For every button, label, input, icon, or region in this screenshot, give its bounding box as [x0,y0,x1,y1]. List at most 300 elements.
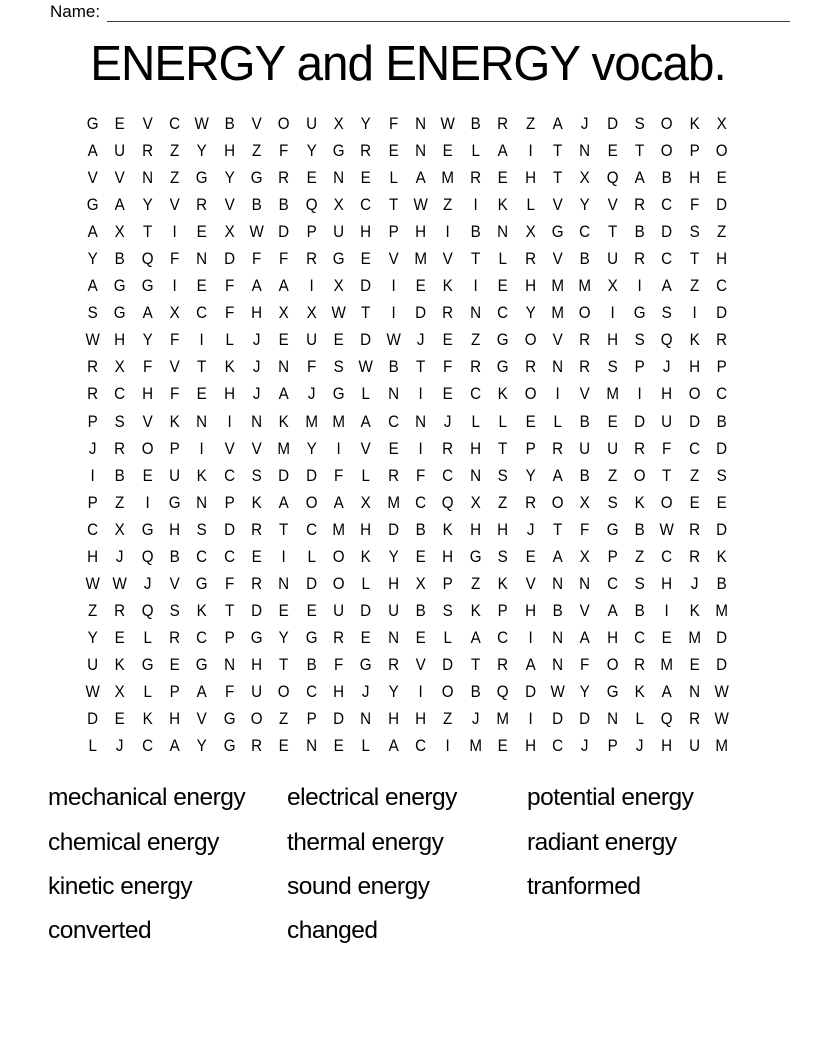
grid-cell: J [526,520,534,539]
grid-cell: F [279,142,289,161]
grid-cell: H [497,520,509,539]
grid-cell: A [87,223,98,242]
grid-cell: Y [87,250,98,269]
grid-cell: L [471,412,480,431]
grid-cell: C [387,412,399,431]
grid-cell: I [227,412,232,431]
grid-cell: D [360,331,372,350]
grid-cell: E [196,223,208,242]
grid-cell: A [279,385,290,404]
grid-cell: D [223,250,235,269]
grid-cell: R [169,628,181,647]
grid-cell: Z [525,115,535,134]
grid-cell: D [634,412,646,431]
grid-cell: Z [170,142,180,161]
grid-cell: A [114,196,126,215]
grid-cell: C [579,223,591,242]
grid-cell: H [360,223,372,242]
grid-cell: T [498,439,508,458]
grid-cell: X [716,115,727,134]
grid-cell: B [579,466,590,485]
grid-cell: G [606,520,619,539]
grid-cell: Q [606,169,619,188]
grid-cell: K [497,196,508,215]
grid-cell: D [716,196,728,215]
grid-cell: V [388,250,399,269]
grid-cell: G [551,223,564,242]
grid-cell: E [443,385,454,404]
grid-cell: H [251,655,263,674]
grid-cell: B [470,683,481,701]
grid-cell: O [715,142,728,161]
grid-cell: F [224,574,235,593]
grid-cell: E [361,250,372,269]
grid-cell: X [579,547,590,566]
grid-cell: B [470,115,481,134]
grid-cell: B [661,169,672,188]
grid-cell: I [336,439,341,458]
grid-cell: W [714,683,729,701]
grid-cell: T [470,655,481,674]
grid-cell: X [361,493,372,512]
grid-cell: H [333,683,345,701]
grid-cell: V [443,250,454,269]
grid-cell: K [497,385,508,404]
grid-cell: I [528,710,533,729]
grid-cell: I [473,196,478,215]
grid-cell: E [607,142,618,161]
grid-cell: H [169,520,181,539]
grid-cell: D [524,683,536,701]
grid-cell: I [692,304,697,323]
grid-cell: J [362,683,370,701]
grid-cell: L [389,169,398,188]
grid-cell: E [114,710,126,729]
grid-cell: R [634,439,646,458]
grid-cell: U [387,601,399,620]
grid-cell: X [333,277,344,296]
grid-cell: E [497,277,508,296]
grid-cell: E [388,142,399,161]
grid-cell: P [169,683,180,701]
grid-cell: B [114,250,126,269]
grid-cell: G [114,304,126,323]
grid-cell: D [688,412,700,431]
grid-cell: J [581,737,589,756]
grid-cell: G [305,628,318,647]
grid-cell: H [524,601,536,620]
grid-cell: N [141,169,153,188]
grid-cell: D [360,277,372,296]
grid-cell: Y [87,628,98,647]
grid-cell: I [528,142,533,161]
grid-cell: R [688,710,700,729]
grid-cell: D [606,115,618,134]
grid-cell: N [688,683,700,701]
grid-cell: S [634,574,645,593]
grid-cell: C [87,520,99,539]
grid-cell: C [415,493,427,512]
grid-cell: R [442,304,454,323]
grid-cell: K [224,358,235,377]
grid-cell: B [579,412,590,431]
grid-cell: Y [306,439,317,458]
grid-cell: K [142,710,153,729]
grid-cell: L [635,710,644,729]
grid-cell: I [90,466,95,485]
grid-cell: R [278,169,290,188]
grid-cell: J [663,358,671,377]
grid-cell: L [443,628,453,647]
grid-cell: S [251,466,262,485]
grid-cell: P [607,547,618,566]
grid-cell: A [661,277,672,296]
grid-cell: Y [196,142,208,161]
grid-cell: R [524,493,536,512]
grid-cell: G [250,628,263,647]
grid-cell: K [689,601,700,620]
grid-cell: V [579,601,590,620]
grid-cell: Z [443,710,453,729]
grid-cell: Z [470,574,481,593]
grid-cell: D [661,223,673,242]
grid-cell: C [661,547,673,566]
grid-cell: T [662,466,672,485]
grid-cell: T [361,304,371,323]
grid-cell: B [415,601,426,620]
grid-cell: S [689,223,700,242]
grid-cell: Y [388,547,399,566]
grid-cell: W [386,331,401,350]
grid-cell: V [415,655,426,674]
grid-cell: R [196,196,208,215]
grid-cell: W [413,196,428,215]
grid-cell: G [196,574,208,593]
grid-cell: L [525,196,535,215]
grid-cell: G [141,655,154,674]
grid-cell: P [497,601,508,620]
grid-cell: H [606,628,618,647]
grid-cell: N [497,223,509,242]
grid-cell: Q [660,710,673,729]
grid-cell: U [305,115,317,134]
grid-cell: Q [305,196,318,215]
grid-cell: S [87,304,98,323]
grid-cell: C [661,196,673,215]
grid-cell: L [498,412,508,431]
grid-cell: N [552,574,563,593]
grid-cell: Y [196,737,208,756]
grid-cell: V [169,358,180,377]
grid-cell: F [334,466,344,485]
grid-cell: S [607,358,618,377]
grid-cell: I [446,737,451,756]
grid-cell: E [443,331,454,350]
grid-cell: A [634,169,645,188]
grid-cell: R [579,331,591,350]
grid-cell: L [361,466,371,485]
grid-cell: P [306,710,317,729]
grid-cell: F [170,331,180,350]
grid-cell: D [552,710,563,729]
grid-cell: G [496,331,509,350]
grid-cell: E [361,628,372,647]
grid-cell: L [498,250,508,269]
grid-cell: A [87,142,98,161]
grid-cell: Z [470,331,481,350]
grid-cell: L [143,683,152,701]
grid-cell: Z [689,466,699,485]
grid-cell: Z [689,277,699,296]
grid-cell: Q [141,250,154,269]
grid-cell: P [525,439,536,458]
grid-cell: T [416,358,426,377]
grid-cell: M [332,520,346,539]
grid-cell: N [469,466,481,485]
grid-cell: G [141,520,154,539]
grid-cell: R [524,358,536,377]
grid-cell: F [170,385,180,404]
grid-cell: K [279,412,290,431]
grid-cell: O [442,683,455,701]
grid-cell: C [688,439,700,458]
grid-cell: N [415,142,427,161]
grid-cell: U [333,223,345,242]
grid-cell: Y [579,683,590,701]
grid-cell: W [440,115,456,134]
grid-cell: E [689,655,700,674]
grid-cell: E [716,493,727,512]
grid-cell: B [716,574,727,593]
grid-cell: S [169,601,180,620]
grid-cell: L [471,142,480,161]
grid-cell: Z [443,196,453,215]
word-list-empty-cell [527,909,768,953]
page-title: ENERGY and ENERGY vocab. [90,37,726,91]
grid-cell: T [142,223,153,242]
grid-cell: O [250,710,263,729]
grid-cell: K [114,655,126,674]
grid-cell: S [634,115,645,134]
grid-cell: H [524,277,536,296]
grid-cell: A [552,466,563,485]
grid-cell: M [387,493,400,512]
grid-cell: X [306,304,317,323]
grid-cell: W [112,574,128,593]
grid-cell: S [333,358,344,377]
grid-cell: M [660,655,674,674]
grid-cell: R [634,250,646,269]
grid-cell: V [361,439,372,458]
grid-cell: V [525,574,536,593]
grid-cell: A [251,277,262,296]
grid-cell: H [688,358,700,377]
grid-cell: F [306,358,317,377]
grid-cell: I [637,385,642,404]
grid-cell: C [114,385,126,404]
grid-cell: S [114,412,126,431]
grid-cell: R [688,547,700,566]
grid-cell: M [605,385,619,404]
grid-cell: C [606,574,618,593]
grid-cell: B [634,223,645,242]
grid-cell: T [388,196,399,215]
grid-cell: H [661,574,673,593]
grid-cell: L [225,331,234,350]
grid-cell: G [332,142,345,161]
grid-cell: G [633,304,646,323]
grid-cell: V [251,439,262,458]
grid-cell: C [223,547,235,566]
grid-cell: H [114,331,126,350]
grid-cell: D [278,466,290,485]
word-search-grid [79,111,735,760]
grid-cell: F [416,466,426,485]
grid-cell: Y [525,466,536,485]
grid-cell: A [525,655,536,674]
grid-cell: P [224,628,235,647]
grid-cell: N [387,628,399,647]
grid-cell: G [114,277,126,296]
grid-cell: L [361,385,371,404]
grid-cell: V [87,169,98,188]
grid-cell: X [169,304,180,323]
grid-cell: K [443,277,454,296]
grid-cell: I [172,223,177,242]
grid-cell: I [446,223,451,242]
grid-cell: I [664,601,670,620]
grid-cell: J [444,412,452,431]
grid-cell: U [169,466,181,485]
grid-cell: A [142,304,153,323]
grid-cell: K [689,115,700,134]
grid-cell: Y [306,142,317,161]
grid-cell: A [196,683,208,701]
grid-cell: N [223,655,235,674]
grid-cell: B [224,115,235,134]
grid-cell: D [305,574,317,593]
grid-cell: M [715,737,728,756]
grid-cell: C [634,628,646,647]
grid-cell: O [524,331,537,350]
grid-cell: D [716,439,728,458]
grid-cell: V [552,196,563,215]
grid-cell: C [223,466,235,485]
grid-cell: G [360,655,373,674]
grid-cell: P [607,737,618,756]
grid-cell: I [637,277,642,296]
grid-cell: U [606,250,618,269]
grid-cell: A [279,277,290,296]
grid-cell: C [360,196,372,215]
grid-cell: E [525,412,536,431]
grid-cell: O [524,385,537,404]
grid-cell: X [333,196,344,215]
grid-cell: C [552,737,563,756]
grid-cell: E [306,601,317,620]
grid-cell: Y [142,196,153,215]
grid-cell: E [196,277,208,296]
grid-cell: Z [716,223,727,242]
grid-cell: R [552,439,563,458]
grid-cell: U [688,737,700,756]
grid-cell: O [332,547,345,566]
grid-cell: E [497,737,508,756]
grid-cell: H [169,710,181,729]
grid-cell: J [635,737,644,756]
grid-cell: N [552,628,563,647]
grid-cell: D [251,601,263,620]
grid-cell: J [88,439,97,458]
grid-cell: X [114,358,126,377]
grid-cell: P [443,574,454,593]
grid-cell: C [305,683,317,701]
grid-cell: R [251,737,263,756]
grid-cell: K [470,601,481,620]
grid-cell: X [224,223,235,242]
grid-cell: K [361,547,372,566]
grid-cell: E [279,601,290,620]
grid-cell: K [169,412,180,431]
grid-cell: M [578,277,592,296]
word-list [48,776,768,954]
grid-cell: A [87,277,98,296]
grid-cell: U [606,439,618,458]
grid-cell: Q [141,547,154,566]
grid-cell: E [443,142,454,161]
grid-cell: L [553,412,562,431]
grid-cell: A [607,601,618,620]
grid-cell: N [305,737,317,756]
grid-cell: O [551,493,564,512]
grid-cell: S [607,493,618,512]
grid-cell: H [387,574,399,593]
grid-cell: O [578,304,591,323]
grid-cell: I [172,277,177,296]
grid-cell: T [552,520,563,539]
grid-cell: R [141,142,153,161]
grid-cell: E [279,737,290,756]
grid-cell: Q [496,683,509,701]
grid-cell: B [634,520,645,539]
grid-cell: T [279,520,289,539]
grid-cell: T [689,250,699,269]
grid-cell: T [224,601,235,620]
grid-cell: E [415,277,426,296]
word-list-item: converted [48,917,152,945]
grid-cell: I [418,683,423,701]
grid-cell: E [661,628,672,647]
grid-cell: J [581,115,589,134]
grid-cell: I [473,277,478,296]
grid-cell: V [552,331,563,350]
grid-cell: Y [142,331,153,350]
grid-cell: M [441,169,455,188]
grid-cell: A [415,169,426,188]
grid-cell: K [689,331,700,350]
grid-cell: D [387,520,399,539]
grid-cell: N [469,304,481,323]
grid-cell: B [169,547,180,566]
grid-cell: A [552,115,563,134]
grid-cell: N [196,412,208,431]
grid-cell: X [470,493,481,512]
grid-cell: N [333,169,345,188]
grid-cell: T [552,169,563,188]
grid-cell: S [661,304,672,323]
grid-cell: I [281,547,287,566]
grid-cell: C [305,520,317,539]
